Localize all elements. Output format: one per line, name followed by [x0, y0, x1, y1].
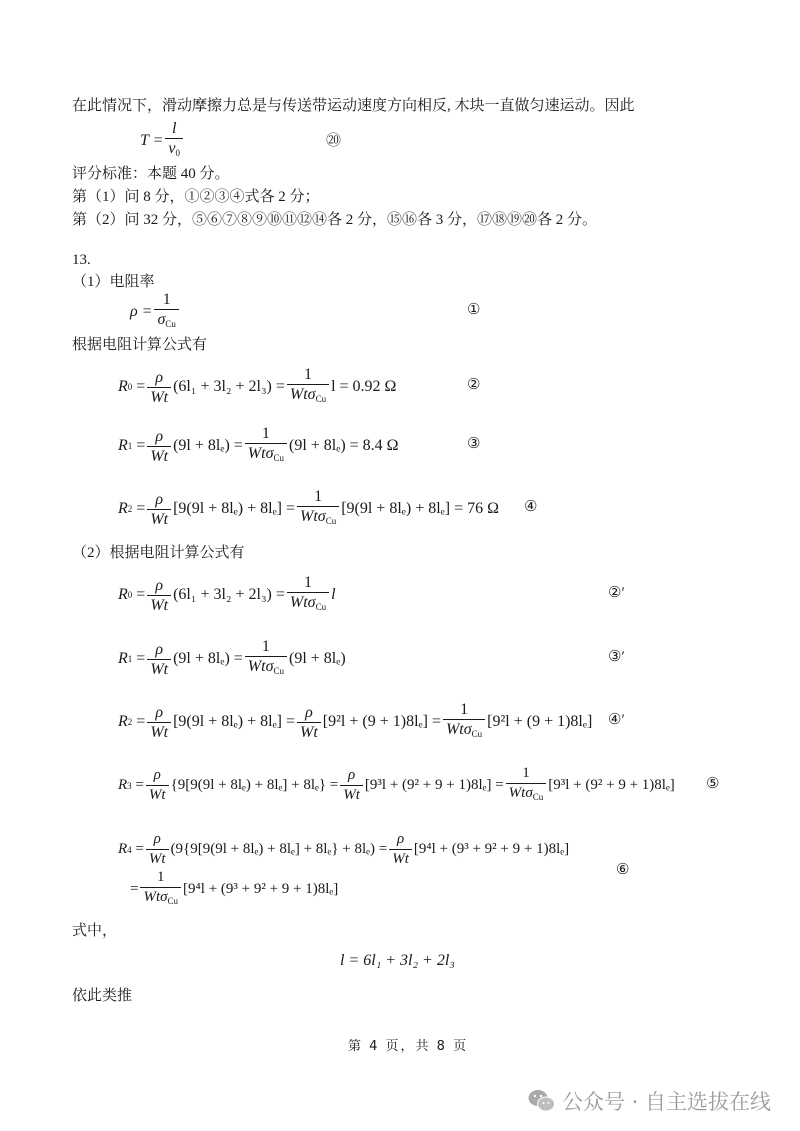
numerator: ρ — [155, 368, 164, 386]
denominator: Wt — [147, 446, 171, 465]
fraction — [146, 831, 169, 868]
problem-number: 13. — [72, 252, 91, 268]
equation-tag-20: ⑳ — [326, 133, 342, 149]
intro-text: 在此情况下，滑动摩擦力总是与传送带运动速度方向相反, 木块一直做匀速运动。因此 — [72, 98, 635, 114]
expr: (6l₁ + 3l₂ + 2l₃) = — [173, 586, 285, 603]
cu-sub: Cu — [167, 896, 179, 906]
r-sub: 1 — [127, 441, 133, 451]
expr: (9{9[9(9l + 8lₑ) + 8lₑ] + 8lₑ} + 8lₑ) = — [170, 841, 388, 857]
numerator: 1 — [522, 765, 530, 781]
fraction — [245, 638, 287, 680]
cu-sub: Cu — [471, 729, 483, 739]
fraction — [147, 369, 171, 406]
equals: = — [136, 650, 146, 667]
denominator: Wt — [297, 722, 321, 741]
numerator: ρ — [155, 490, 164, 508]
fraction — [147, 641, 171, 678]
cu-sub: Cu — [273, 666, 284, 676]
expr: [9⁴l + (9³ + 9² + 9 + 1)8lₑ] — [413, 841, 570, 857]
equation-6-line2 — [130, 869, 338, 910]
expr: [9³l + (9² + 9 + 1)8lₑ] = — [364, 777, 504, 793]
numerator: ρ — [155, 640, 164, 658]
numerator: 1 — [162, 291, 171, 308]
den-var: v — [168, 140, 176, 157]
fraction — [340, 767, 363, 804]
cu-sub: Cu — [273, 453, 284, 463]
expr: [9(9l + 8lₑ) + 8lₑ] = — [173, 713, 296, 730]
fraction — [245, 425, 287, 467]
numerator: 1 — [261, 425, 270, 442]
numerator: ρ — [155, 427, 164, 445]
fraction — [297, 488, 339, 530]
numerator: 1 — [157, 869, 165, 885]
where-label: 式中， — [72, 923, 118, 939]
analogy-text: 依此类推 — [72, 988, 133, 1004]
fraction — [165, 120, 183, 162]
watermark-text: 公众号 · 自主选拔在线 — [562, 1090, 772, 1114]
fraction — [146, 767, 169, 804]
denominator — [287, 592, 329, 616]
r-sub: 4 — [127, 844, 132, 855]
equation-1 — [130, 291, 181, 333]
denominator: Wt — [147, 509, 171, 528]
equals: = — [135, 777, 144, 793]
equation-tag-3: ③ — [467, 436, 481, 452]
denominator: Wt — [389, 849, 412, 868]
part2-label: （2）根据电阻计算公式有 — [72, 545, 245, 561]
expr: (6l₁ + 3l₂ + 2l₃) = — [173, 378, 285, 395]
equation-tag-2: ② — [467, 377, 481, 393]
expr: (9l + 8lₑ) = — [173, 650, 243, 667]
equation-tag-1: ① — [467, 302, 481, 318]
fraction — [287, 366, 329, 408]
numerator: l — [171, 120, 177, 137]
wt-sigma: Wtσ — [289, 594, 316, 611]
denominator — [443, 719, 485, 743]
denominator — [506, 783, 547, 806]
expr-result: [9²l + (9 + 1)8lₑ] — [487, 713, 593, 730]
fraction — [154, 291, 178, 333]
eq-lhs: T = — [140, 132, 164, 149]
r-var: R — [118, 437, 128, 454]
equation-l-definition: l = 6l₁ + 3l₂ + 2l₃ — [340, 952, 455, 969]
expr: [9(9l + 8lₑ) + 8lₑ] = — [173, 500, 296, 517]
numerator: ρ — [155, 576, 164, 594]
wt-sigma: Wtσ — [300, 508, 326, 525]
cu-sub: Cu — [325, 516, 337, 526]
r-var: R — [118, 713, 128, 730]
expr: [9²l + (9 + 1)8lₑ] = — [322, 713, 441, 730]
expr-result: l = 0.92 Ω — [331, 378, 397, 395]
den-sub: 0 — [175, 148, 181, 158]
r-sub: 2 — [127, 504, 133, 514]
equals: = — [135, 841, 144, 857]
fraction — [389, 831, 412, 868]
fraction — [287, 574, 329, 616]
equation-3-prime — [118, 638, 346, 680]
r-var: R — [118, 777, 128, 793]
equation-2 — [118, 366, 396, 408]
denominator: Wt — [146, 849, 169, 868]
equation-4 — [118, 488, 499, 530]
fraction — [443, 701, 485, 743]
scoring-title: 评分标准：本题 40 分。 — [72, 166, 230, 182]
cu-sub: Cu — [315, 602, 327, 612]
expr: {9[9(9l + 8lₑ) + 8lₑ] + 8lₑ} = — [170, 777, 339, 793]
fraction — [147, 428, 171, 465]
denominator: Wt — [147, 659, 171, 678]
fraction — [506, 765, 547, 806]
numerator: ρ — [155, 703, 164, 721]
expr-result: [9⁴l + (9³ + 9² + 9 + 1)8lₑ] — [183, 881, 339, 897]
expr-result: (9l + 8lₑ) — [288, 650, 346, 667]
expr-result: (9l + 8lₑ) = 8.4 Ω — [288, 437, 399, 454]
denominator — [245, 443, 287, 467]
expr: (9l + 8lₑ) = — [173, 437, 243, 454]
numerator: ρ — [305, 703, 313, 721]
fraction — [140, 869, 181, 910]
part1-label: （1）电阻率 — [72, 274, 155, 290]
numerator: ρ — [153, 831, 161, 847]
equation-tag-6: ⑥ — [616, 862, 630, 878]
r-sub: 1 — [127, 654, 133, 664]
fraction — [147, 491, 171, 528]
denominator — [140, 887, 181, 910]
r-sub: 3 — [127, 780, 132, 791]
equals: = — [136, 713, 146, 730]
r-var: R — [118, 378, 128, 395]
sigma: σ — [157, 311, 166, 328]
equals: = — [136, 500, 146, 517]
denominator — [165, 138, 183, 162]
scoring-part2: 第（2）问 32 分，⑤⑥⑦⑧⑨⑩⑪⑫⑭各 2 分，⑮⑯各 3 分，⑰⑱⑲⑳各 2 分。 — [72, 212, 598, 228]
r-var: R — [118, 650, 128, 667]
r-var: R — [118, 586, 128, 603]
equation-20 — [140, 120, 185, 162]
denominator: Wt — [146, 785, 169, 804]
equation-tag-4: ④ — [524, 499, 538, 515]
equals: = — [130, 881, 139, 897]
numerator: ρ — [396, 831, 405, 847]
equals: = — [136, 437, 146, 454]
cu-sub: Cu — [532, 792, 544, 802]
r-var: R — [118, 841, 128, 857]
denominator — [297, 506, 339, 530]
denominator — [287, 384, 329, 408]
fraction — [297, 704, 321, 741]
numerator: 1 — [303, 366, 312, 383]
numerator: ρ — [153, 767, 161, 783]
r-sub: 0 — [127, 590, 133, 600]
wechat-icon — [528, 1089, 556, 1113]
eq-lhs: ρ = — [130, 303, 153, 320]
equation-tag-3-prime: ③′ — [608, 649, 625, 665]
cu-sub: Cu — [165, 319, 176, 329]
fraction — [147, 704, 171, 741]
expr-result: [9(9l + 8lₑ) + 8lₑ] = 76 Ω — [341, 500, 500, 517]
denominator: Wt — [147, 387, 171, 406]
equation-tag-5: ⑤ — [706, 776, 720, 792]
numerator: 1 — [460, 701, 469, 718]
wt-sigma: Wtσ — [143, 889, 168, 905]
equation-6-line1 — [118, 831, 569, 868]
numerator: 1 — [303, 574, 312, 591]
wt-sigma: Wtσ — [247, 445, 274, 462]
page-footer: 第 4 页，共 8 页 — [348, 1039, 469, 1054]
denominator: Wt — [147, 595, 171, 614]
expr-result: l — [331, 586, 336, 603]
watermark — [528, 1086, 771, 1116]
denominator: Wt — [147, 722, 171, 741]
equation-3 — [118, 425, 399, 467]
equation-4-prime — [118, 701, 592, 743]
denominator — [154, 309, 178, 333]
numerator: 1 — [261, 638, 270, 655]
r-sub: 2 — [127, 717, 133, 727]
equation-5 — [118, 765, 675, 806]
r-var: R — [118, 500, 128, 517]
wt-sigma: Wtσ — [508, 785, 533, 801]
wt-sigma: Wtσ — [247, 658, 274, 675]
equals: = — [136, 586, 146, 603]
wt-sigma: Wtσ — [445, 721, 472, 738]
r-sub: 0 — [127, 382, 133, 392]
formula-intro: 根据电阻计算公式有 — [72, 337, 208, 353]
numerator: 1 — [314, 488, 323, 505]
equation-2-prime — [118, 574, 336, 616]
equals: = — [136, 378, 146, 395]
denominator — [245, 656, 287, 680]
denominator: Wt — [340, 785, 363, 804]
fraction — [147, 577, 171, 614]
scoring-part1: 第（1）问 8 分，①②③④式各 2 分； — [72, 189, 320, 205]
equation-tag-4-prime: ④′ — [608, 712, 625, 728]
equation-tag-2-prime: ②′ — [608, 585, 625, 601]
wt-sigma: Wtσ — [289, 386, 316, 403]
expr-result: [9³l + (9² + 9 + 1)8lₑ] — [548, 777, 675, 793]
cu-sub: Cu — [315, 394, 327, 404]
numerator: ρ — [347, 767, 356, 783]
